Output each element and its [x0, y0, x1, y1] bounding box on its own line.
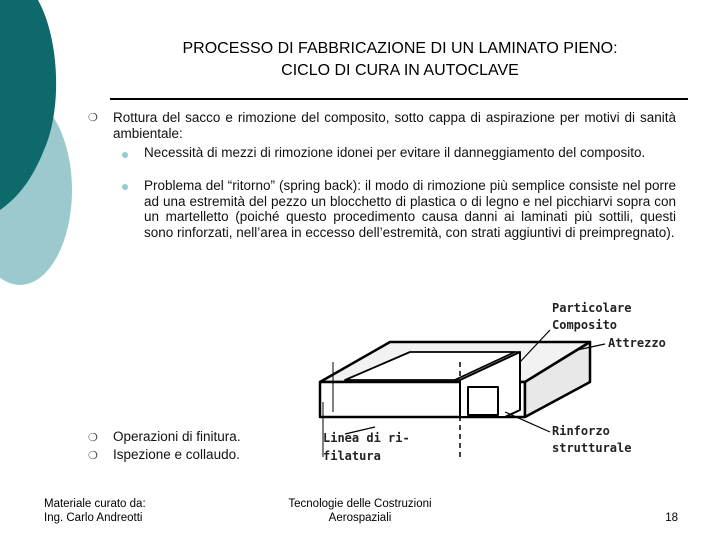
bullet-item-1: Rottura del sacco e rimozione del composito, sotto cappa di aspirazione per motivi di sanità ambientale: [113, 110, 676, 141]
footer-author-line-2: Ing. Carlo Andreotti [44, 512, 143, 524]
footer-author [44, 497, 146, 525]
sub-bullet-item-1: Necessità di mezzi di rimozione idonei per evitare il danneggiamento del composito. [144, 145, 646, 160]
bullet-marker: ❍ [88, 432, 98, 444]
footer-course-line-1: Tecnologie delle Costruzioni [288, 498, 432, 510]
bullet-item-3: Ispezione e collaudo. [113, 447, 240, 462]
title-divider [110, 98, 688, 100]
title-line-2: CICLO DI CURA IN AUTOCLAVE [281, 62, 519, 79]
decorative-shapes [0, 0, 110, 300]
sub-bullet-dot [122, 152, 128, 158]
slide-title [100, 38, 700, 82]
autoclave-part-diagram [315, 292, 700, 472]
bullet-marker: ❍ [88, 112, 98, 124]
bullet-marker: ❍ [88, 450, 98, 462]
footer-author-line-1: Materiale curato da: [44, 498, 146, 510]
bullet-item-2: Operazioni di finitura. [113, 429, 241, 444]
label-attrezzo: Attrezzo [608, 336, 666, 350]
sub-bullet-dot [122, 184, 128, 190]
page-number: 18 [665, 512, 678, 524]
label-linea-rifilatura-1: Linea di ri- [323, 431, 410, 445]
footer-course-line-2: Aerospaziali [328, 512, 392, 524]
title-line-1: PROCESSO DI FABBRICAZIONE DI UN LAMINATO PIENO: [182, 40, 618, 57]
label-composito: Composito [552, 318, 618, 332]
sub-bullet-item-2: Problema del “ritorno” (spring back): il modo di rimozione più semplice consiste nel porre ad una estremità del pezzo un blocchetto di plastica o di legno e nel picchiarvi sopra con un martelletto (poiché questo procedimento causa danni ai laminati più sottili, questi sono rinforzati, nell’area in eccesso dell’estremità, con strati aggiuntivi di preimpregnato). [144, 178, 676, 240]
label-particolare: Particolare [552, 301, 632, 315]
label-linea-rifilatura-2: filatura [323, 449, 381, 463]
label-strutturale: strutturale [552, 441, 632, 455]
footer-course [260, 497, 460, 525]
label-rinforzo: Rinforzo [552, 424, 610, 438]
